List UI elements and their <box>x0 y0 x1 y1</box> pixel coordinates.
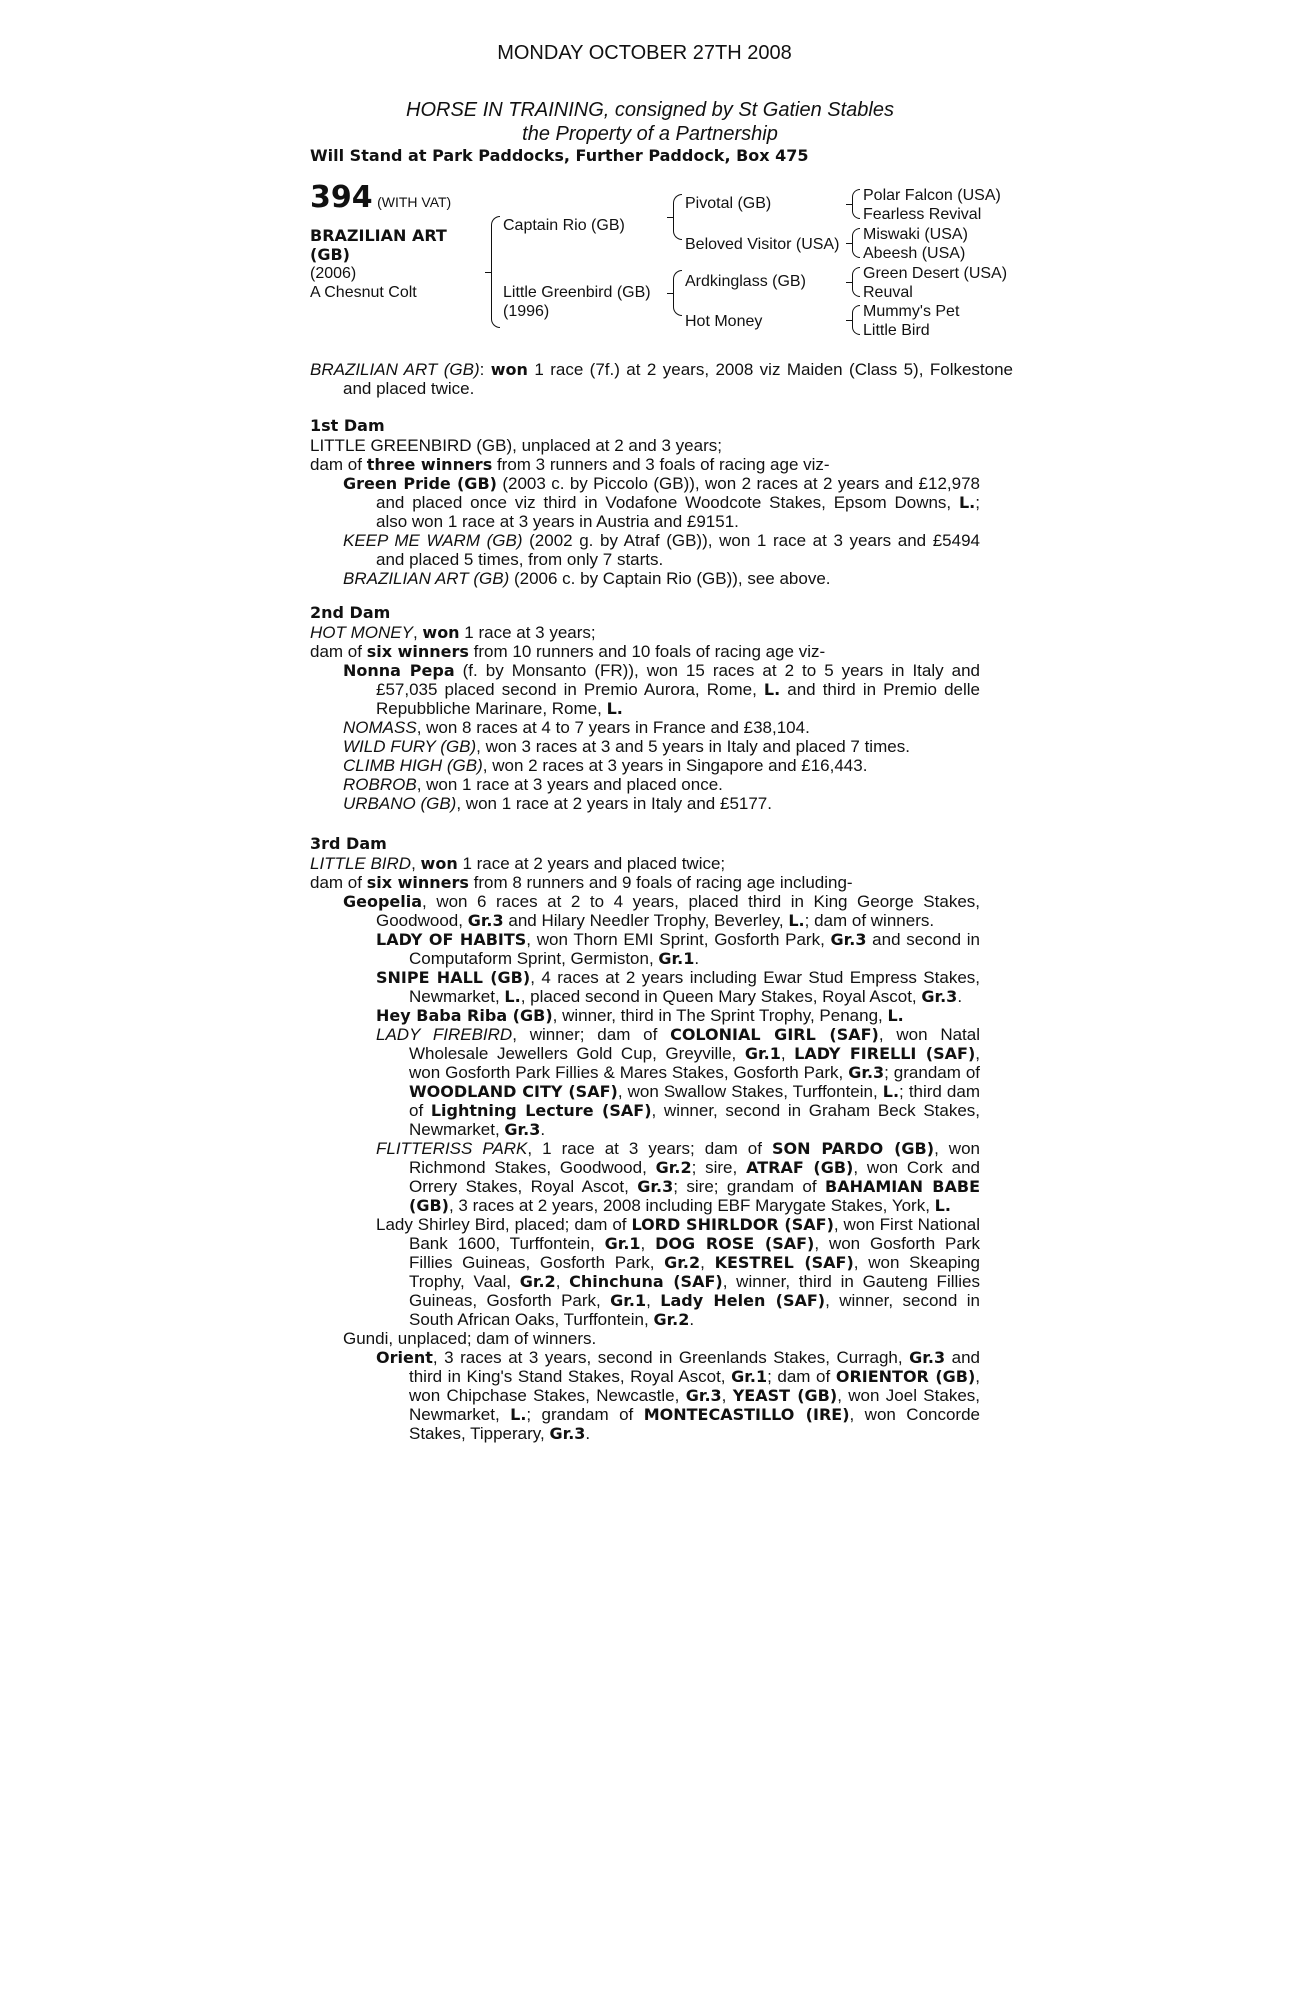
brace-ss <box>852 189 860 219</box>
horse-name: BRAZILIAN ART <box>310 226 447 245</box>
pedigree-table <box>310 180 1030 346</box>
second-dam-heading: 2nd Dam <box>310 603 391 622</box>
produce-snipe-hall: SNIPE HALL (GB), 4 races at 2 years including Ewar Stud Empress Stakes, Newmarket, L., placed second in Queen Mary Stakes, Royal Ascot, Gr.3. <box>376 968 981 1006</box>
ped-sd-sire: Miswaki (USA) <box>863 226 968 243</box>
produce-keep-me-warm: KEEP ME WARM (GB) (2002 g. by Atraf (GB)), won 1 race at 3 years and £5494 and placed 5 times, from only 7 starts. <box>343 531 980 569</box>
third-dam-heading: 3rd Dam <box>310 834 387 853</box>
brace-sire-line <box>673 194 682 240</box>
consignment-block <box>300 98 1000 146</box>
produce-green-pride: Green Pride (GB) (2003 c. by Piccolo (GB)), won 2 races at 2 years and £12,978 and placed once viz third in Vodafone Woodcote Stakes, Epsom Downs, L.; also won 1 race at 3 years in Austria and £9151. <box>343 474 980 531</box>
ped-ss-sire: Polar Falcon (USA) <box>863 187 1001 204</box>
produce-climb-high: CLIMB HIGH (GB), won 2 races at 3 years in Singapore and £16,443. <box>343 756 868 775</box>
produce-lady-shirley-bird: Lady Shirley Bird, placed; dam of LORD SHIRLDOR (SAF), won First National Bank 1600, Turffontein, Gr.1, DOG ROSE (SAF), won Gosforth Park Fillies Guineas, Gosforth Park, Gr.2, KESTREL (SAF), won Skeaping Trophy, Vaal, Gr.2, Chinchuna (SAF), winner, third in Gauteng Fillies Guineas, Gosforth Park, Gr.1, Lady Helen (SAF), winner, second in South African Oaks, Turffontein, Gr.2. <box>376 1215 981 1329</box>
produce-gundi: Gundi, unplaced; dam of winners. <box>343 1329 597 1348</box>
property-line: the Property of a Partnership <box>522 123 778 145</box>
ped-ds-dam: Reuval <box>863 284 913 301</box>
produce-geopelia: Geopelia, won 6 races at 2 to 4 years, placed third in King George Stakes, Goodwood, Gr.3 and Hilary Needler Trophy, Beverley, L.; dam of winners. <box>343 892 980 930</box>
first-dam-produce: dam of three winners from 3 runners and 3 foals of racing age viz- <box>310 455 830 474</box>
produce-urbano: URBANO (GB), won 1 race at 2 years in Italy and £5177. <box>343 794 772 813</box>
produce-nomass: NOMASS, won 8 races at 4 to 7 years in France and £38,104. <box>343 718 810 737</box>
sale-date: MONDAY OCTOBER 27TH 2008 <box>497 42 792 64</box>
horse-name-country: (GB) <box>310 245 350 264</box>
consignment-line: HORSE IN TRAINING, consigned by St Gatien Stables <box>406 99 894 121</box>
ped-sire: Captain Rio (GB) <box>503 217 625 234</box>
stand-location: Will Stand at Park Paddocks, Further Paddock, Box 475 <box>310 146 809 165</box>
third-dam-produce: dam of six winners from 8 runners and 9 foals of racing age including- <box>310 873 853 892</box>
horse-description: A Chesnut Colt <box>310 284 417 301</box>
second-dam-line: HOT MONEY, won 1 race at 3 years; <box>310 623 596 642</box>
ped-sire-sire: Pivotal (GB) <box>685 195 772 212</box>
brace-sire-dam <box>491 216 500 328</box>
horse-foaled-year: (2006) <box>310 265 357 282</box>
third-dam-section <box>310 834 980 1443</box>
third-dam-line: LITTLE BIRD, won 1 race at 2 years and placed twice; <box>310 854 726 873</box>
ped-ss-dam: Fearless Revival <box>863 206 982 223</box>
ped-dd-dam: Little Bird <box>863 322 930 339</box>
first-dam-section <box>310 416 980 588</box>
produce-wild-fury: WILD FURY (GB), won 3 races at 3 and 5 years in Italy and placed 7 times. <box>343 737 910 756</box>
produce-orient: Orient, 3 races at 3 years, second in Greenlands Stakes, Curragh, Gr.3 and third in King's Stand Stakes, Royal Ascot, Gr.1; dam of ORIENTOR (GB), won Chipchase Stakes, Newcastle, Gr.3, YEAST (GB), won Joel Stakes, Newmarket, L.; grandam of MONTECASTILLO (IRE), won Concorde Stakes, Tipperary, Gr.3. <box>376 1348 981 1443</box>
race-summary: BRAZILIAN ART (GB): won 1 race (7f.) at 2 years, 2008 viz Maiden (Class 5), Folkestone and placed twice. <box>310 360 1014 398</box>
ped-dam: Little Greenbird (GB) <box>503 284 651 301</box>
brace-dam-line <box>673 270 682 316</box>
second-dam-section <box>310 603 980 813</box>
produce-lady-firebird: LADY FIREBIRD, winner; dam of COLONIAL GIRL (SAF), won Natal Wholesale Jewellers Gold Cup, Greyville, Gr.1, LADY FIRELLI (SAF), won Gosforth Park Fillies & Mares Stakes, Gosforth Park, Gr.3; grandam of WOODLAND CITY (SAF), won Swallow Stakes, Turffontein, L.; third dam of Lightning Lecture (SAF), winner, second in Graham Beck Stakes, Newmarket, Gr.3. <box>376 1025 981 1139</box>
ped-dd-sire: Mummy's Pet <box>863 303 960 320</box>
ped-dam-sire: Ardkinglass (GB) <box>685 273 806 290</box>
ped-dam-dam: Hot Money <box>685 313 763 330</box>
first-dam-heading: 1st Dam <box>310 416 385 435</box>
brace-ds <box>852 267 860 297</box>
brace-sd <box>852 228 860 258</box>
lot-vat-note: (WITH VAT) <box>377 194 452 210</box>
ped-sire-dam: Beloved Visitor (USA) <box>685 236 840 253</box>
produce-hey-baba-riba: Hey Baba Riba (GB), winner, third in The Sprint Trophy, Penang, L. <box>376 1006 904 1025</box>
produce-flitteriss-park: FLITTERISS PARK, 1 race at 3 years; dam of SON PARDO (GB), won Richmond Stakes, Goodwood, Gr.2; sire, ATRAF (GB), won Cork and Orrery Stakes, Royal Ascot, Gr.3; sire; grandam of BAHAMIAN BABE (GB), 3 races at 2 years, 2008 including EBF Marygate Stakes, York, L. <box>376 1139 980 1215</box>
produce-robrob: ROBROB, won 1 race at 3 years and placed once. <box>343 775 723 794</box>
first-dam-line: LITTLE GREENBIRD (GB), unplaced at 2 and 3 years; <box>310 436 722 455</box>
produce-nonna-pepa: Nonna Pepa (f. by Monsanto (FR)), won 15 races at 2 to 5 years in Italy and £57,035 placed second in Premio Aurora, Rome, L. and third in Premio delle Repubbliche Marinare, Rome, L. <box>343 661 981 718</box>
ped-ds-sire: Green Desert (USA) <box>863 265 1008 282</box>
second-dam-produce: dam of six winners from 10 runners and 10 foals of racing age viz- <box>310 642 826 661</box>
produce-brazilian-art: BRAZILIAN ART (GB) (2006 c. by Captain Rio (GB)), see above. <box>343 569 831 588</box>
ped-dam-year: (1996) <box>503 303 550 320</box>
brace-dd <box>852 305 860 335</box>
produce-lady-of-habits: LADY OF HABITS, won Thorn EMI Sprint, Gosforth Park, Gr.3 and second in Computaform Sprint, Germiston, Gr.1. <box>376 930 980 968</box>
lot-number: 394 <box>310 180 373 215</box>
ped-sd-dam: Abeesh (USA) <box>863 245 966 262</box>
